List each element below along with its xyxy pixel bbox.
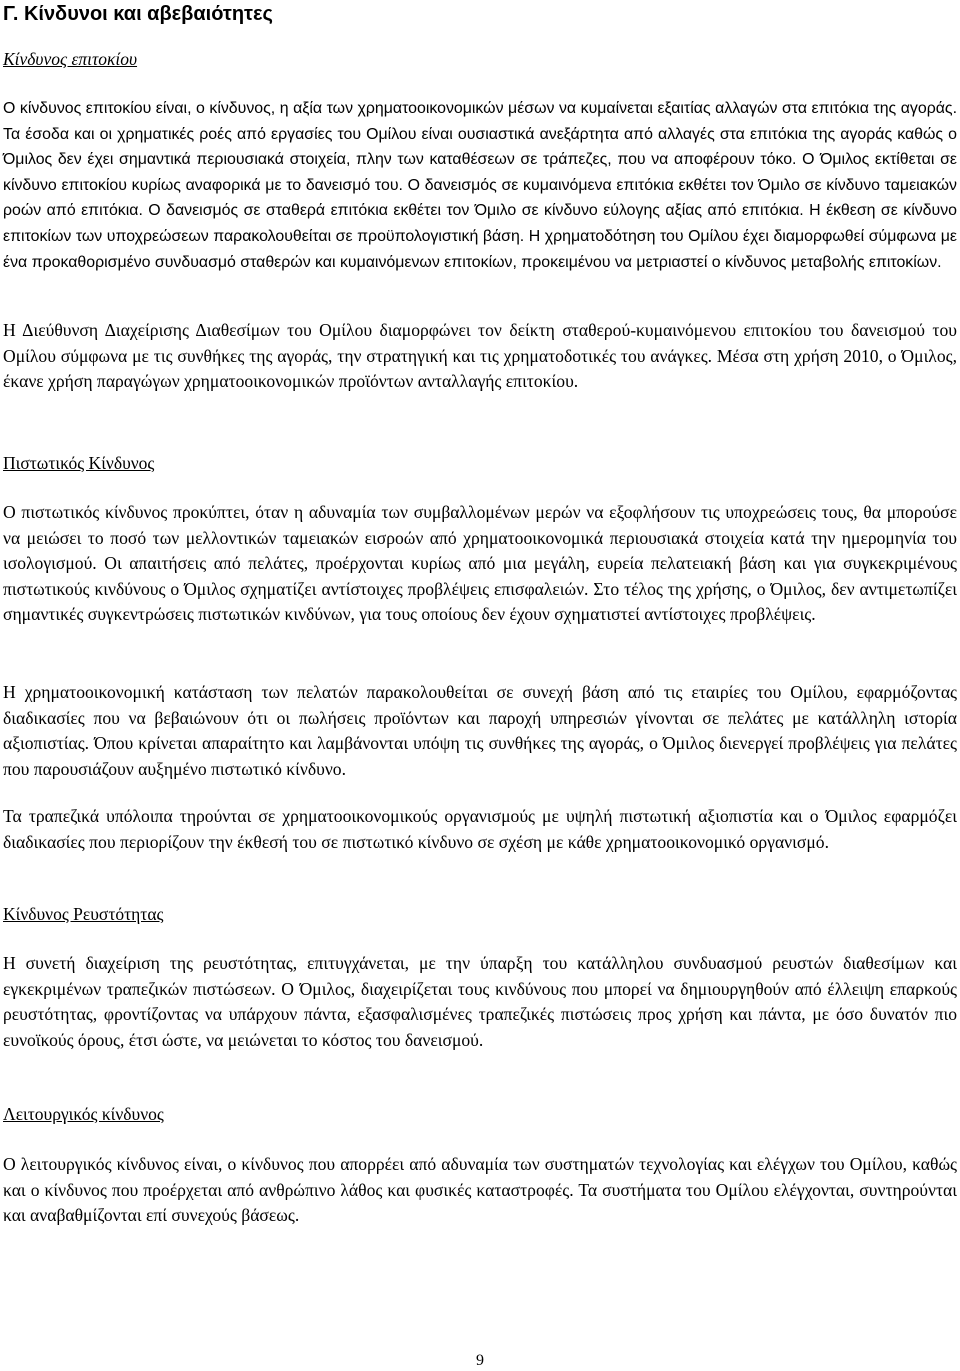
paragraph-interest-1: Ο κίνδυνος επιτοκίου είναι, ο κίνδυνος, η αξία των χρηματοοικονομικών μέσων να κυμαίνεται εξαιτίας αλλαγών στα επιτόκια της αγοράς. Τα έσοδα και οι χρηματικές ροές από εργασίες του Ομίλου είναι ουσιαστικά ανεξάρτητα από αλλαγές στα επιτόκια της αγοράς καθώς ο Όμιλος δεν έχει σημαντικά περιουσιακά στοιχεία, πλην των καταθέσεων σε τράπεζες, που να αποφέρουν τόκο. Ο Όμιλος εκτίθεται σε κίνδυνο επιτοκίου κυρίως αναφορικά με το δανεισμό του. Ο δανεισμός σε κυμαινόμενα επιτόκια εκθέτει τον Όμιλο σε κίνδυνο ταμειακών ροών από επιτόκια. Ο δανεισμός σε σταθερά επιτόκια εκθέτει τον Όμιλο σε κίνδυνο εύλογης αξίας από επιτόκια. Η έκθεση σε κίνδυνο επιτοκίων των υποχρεώσεων παρακολουθείται σε προϋπολογιστική βάση. Η χρηματοδότηση του Ομίλου έχει διαμορφωθεί σύμφωνα με ένα προκαθορισμένο συνδυασμό σταθερών και κυμαινόμενων επιτοκίων, προκειμένου να μετριαστεί ο κίνδυνος μεταβολής επιτοκίων. [3,100,957,271]
paragraph-liquidity-1: Η συνετή διαχείριση της ρευστότητας, επιτυγχάνεται, με την ύπαρξη του κατάλληλου συνδυασμού ρευστών διαθεσίμων και εγκεκριμένων τραπεζικών πιστώσεων. Ο Όμιλος, διαχειρίζεται τους κινδύνους που μπορεί να δημιουργηθούν από έλλειψη επαρκούς ρευστότητας, φροντίζοντας να υπάρχουν πάντα, εξασφαλισμένες τραπεζικές πιστώσεις προς χρήση και πάντα, με όσο δυνατόν πιο ευνοϊκούς όρους, έτσι ώστε, να μειώνεται το κόστος του δανεισμού. [3,953,957,1050]
paragraph-credit-3: Τα τραπεζικά υπόλοιπα τηρούνται σε χρηματοοικονομικούς οργανισμούς με υψηλή πιστωτική αξιοπιστία και ο Όμιλος εφαρμόζει διαδικασίες που περιορίζουν την έκθεσή του σε πιστωτικό κίνδυνο σε σχέση με κάθε χρηματοοικονομικό οργανισμό. [3,806,957,852]
paragraph-credit-1: Ο πιστωτικός κίνδυνος προκύπτει, όταν η αδυναμία των συμβαλλομένων μερών να εξοφλήσουν τις υποχρεώσεις τους, θα μπορούσε να μειώσει το ποσό των μελλοντικών ταμειακών εισροών από χρηματοοικονομικά περιουσιακά στοιχεία κατά την ημερομηνία του ισολογισμού. Οι απαιτήσεις από πελάτες, προέρχονται κυρίως από μια μεγάλη, ευρεία πελατειακή βάση και για συγκεκριμένους πιστωτικούς κινδύνους ο Όμιλος σχηματίζει αντίστοιχες προβλέψεις επισφαλειών. Στο τέλος της χρήσης, ο Όμιλος, δεν αντιμετωπίζει σημαντικές συγκεντρώσεις πιστωτικών κινδύνων, για τους οποίους δεν έχουν σχηματιστεί αντίστοιχες προβλέψεις. [3,502,957,625]
section-title-credit: Πιστωτικός Κίνδυνος [3,453,155,473]
page-number: 9 [476,1352,484,1369]
section-interest-risk [3,48,957,70]
section-title-interest: Κίνδυνος επιτοκίου [3,49,138,69]
page-heading: Γ. Κίνδυνοι και αβεβαιότητες [3,3,273,25]
section-credit-risk [3,452,957,474]
document-page [3,0,957,1226]
paragraph-interest-2: Η Διεύθυνση Διαχείρισης Διαθεσίμων του Ομίλου διαμορφώνει τον δείκτη σταθερού-κυμαινόμενου επιτοκίου του δανεισμού του Ομίλου σύμφωνα με τις συνθήκες της αγοράς, την στρατηγική και τις χρηματοδοτικές του ανάγκες. Μέσα στη χρήση 2010, ο Όμιλος, έκανε χρήση παραγώγων χρηματοοικονομικών προϊόντων ανταλλαγής επιτοκίου. [3,320,957,392]
paragraph-operational-1: Ο λειτουργικός κίνδυνος είναι, ο κίνδυνος που απορρέει από αδυναμία των συστηματών τεχνολογίας και ελέγχων του Ομίλου, καθώς και ο κίνδυνος που προέρχεται από ανθρώπινο λάθος και φυσικές καταστροφές. Τα συστήματα του Ομίλου ελέγχονται, συντηρούνται και αναβαθμίζονται επί συνεχούς βάσεως. [3,1154,957,1226]
section-liquidity-risk [3,903,957,925]
section-title-liquidity: Κίνδυνος Ρευστότητας [3,904,164,924]
section-title-operational: Λειτουργικός κίνδυνος [3,1104,164,1124]
paragraph-credit-2: Η χρηματοοικονομική κατάσταση των πελατών παρακολουθείται σε συνεχή βάση από τις εταιρίες του Ομίλου, εφαρμόζοντας διαδικασίες που να βεβαιώνουν ότι οι πωλήσεις προϊόντων και παροχή υπηρεσιών γίνονται σε πελάτες με κατάλληλη ιστορία αξιοπιστίας. Όπου κρίνεται απαραίτητο και λαμβάνονται υπόψη τις συνθήκες της αγοράς, ο Όμιλος διενεργεί προβλέψεις για πελάτες που παρουσιάζουν αυξημένο πιστωτικό κίνδυνο. [3,682,957,779]
section-operational-risk [3,1103,957,1125]
